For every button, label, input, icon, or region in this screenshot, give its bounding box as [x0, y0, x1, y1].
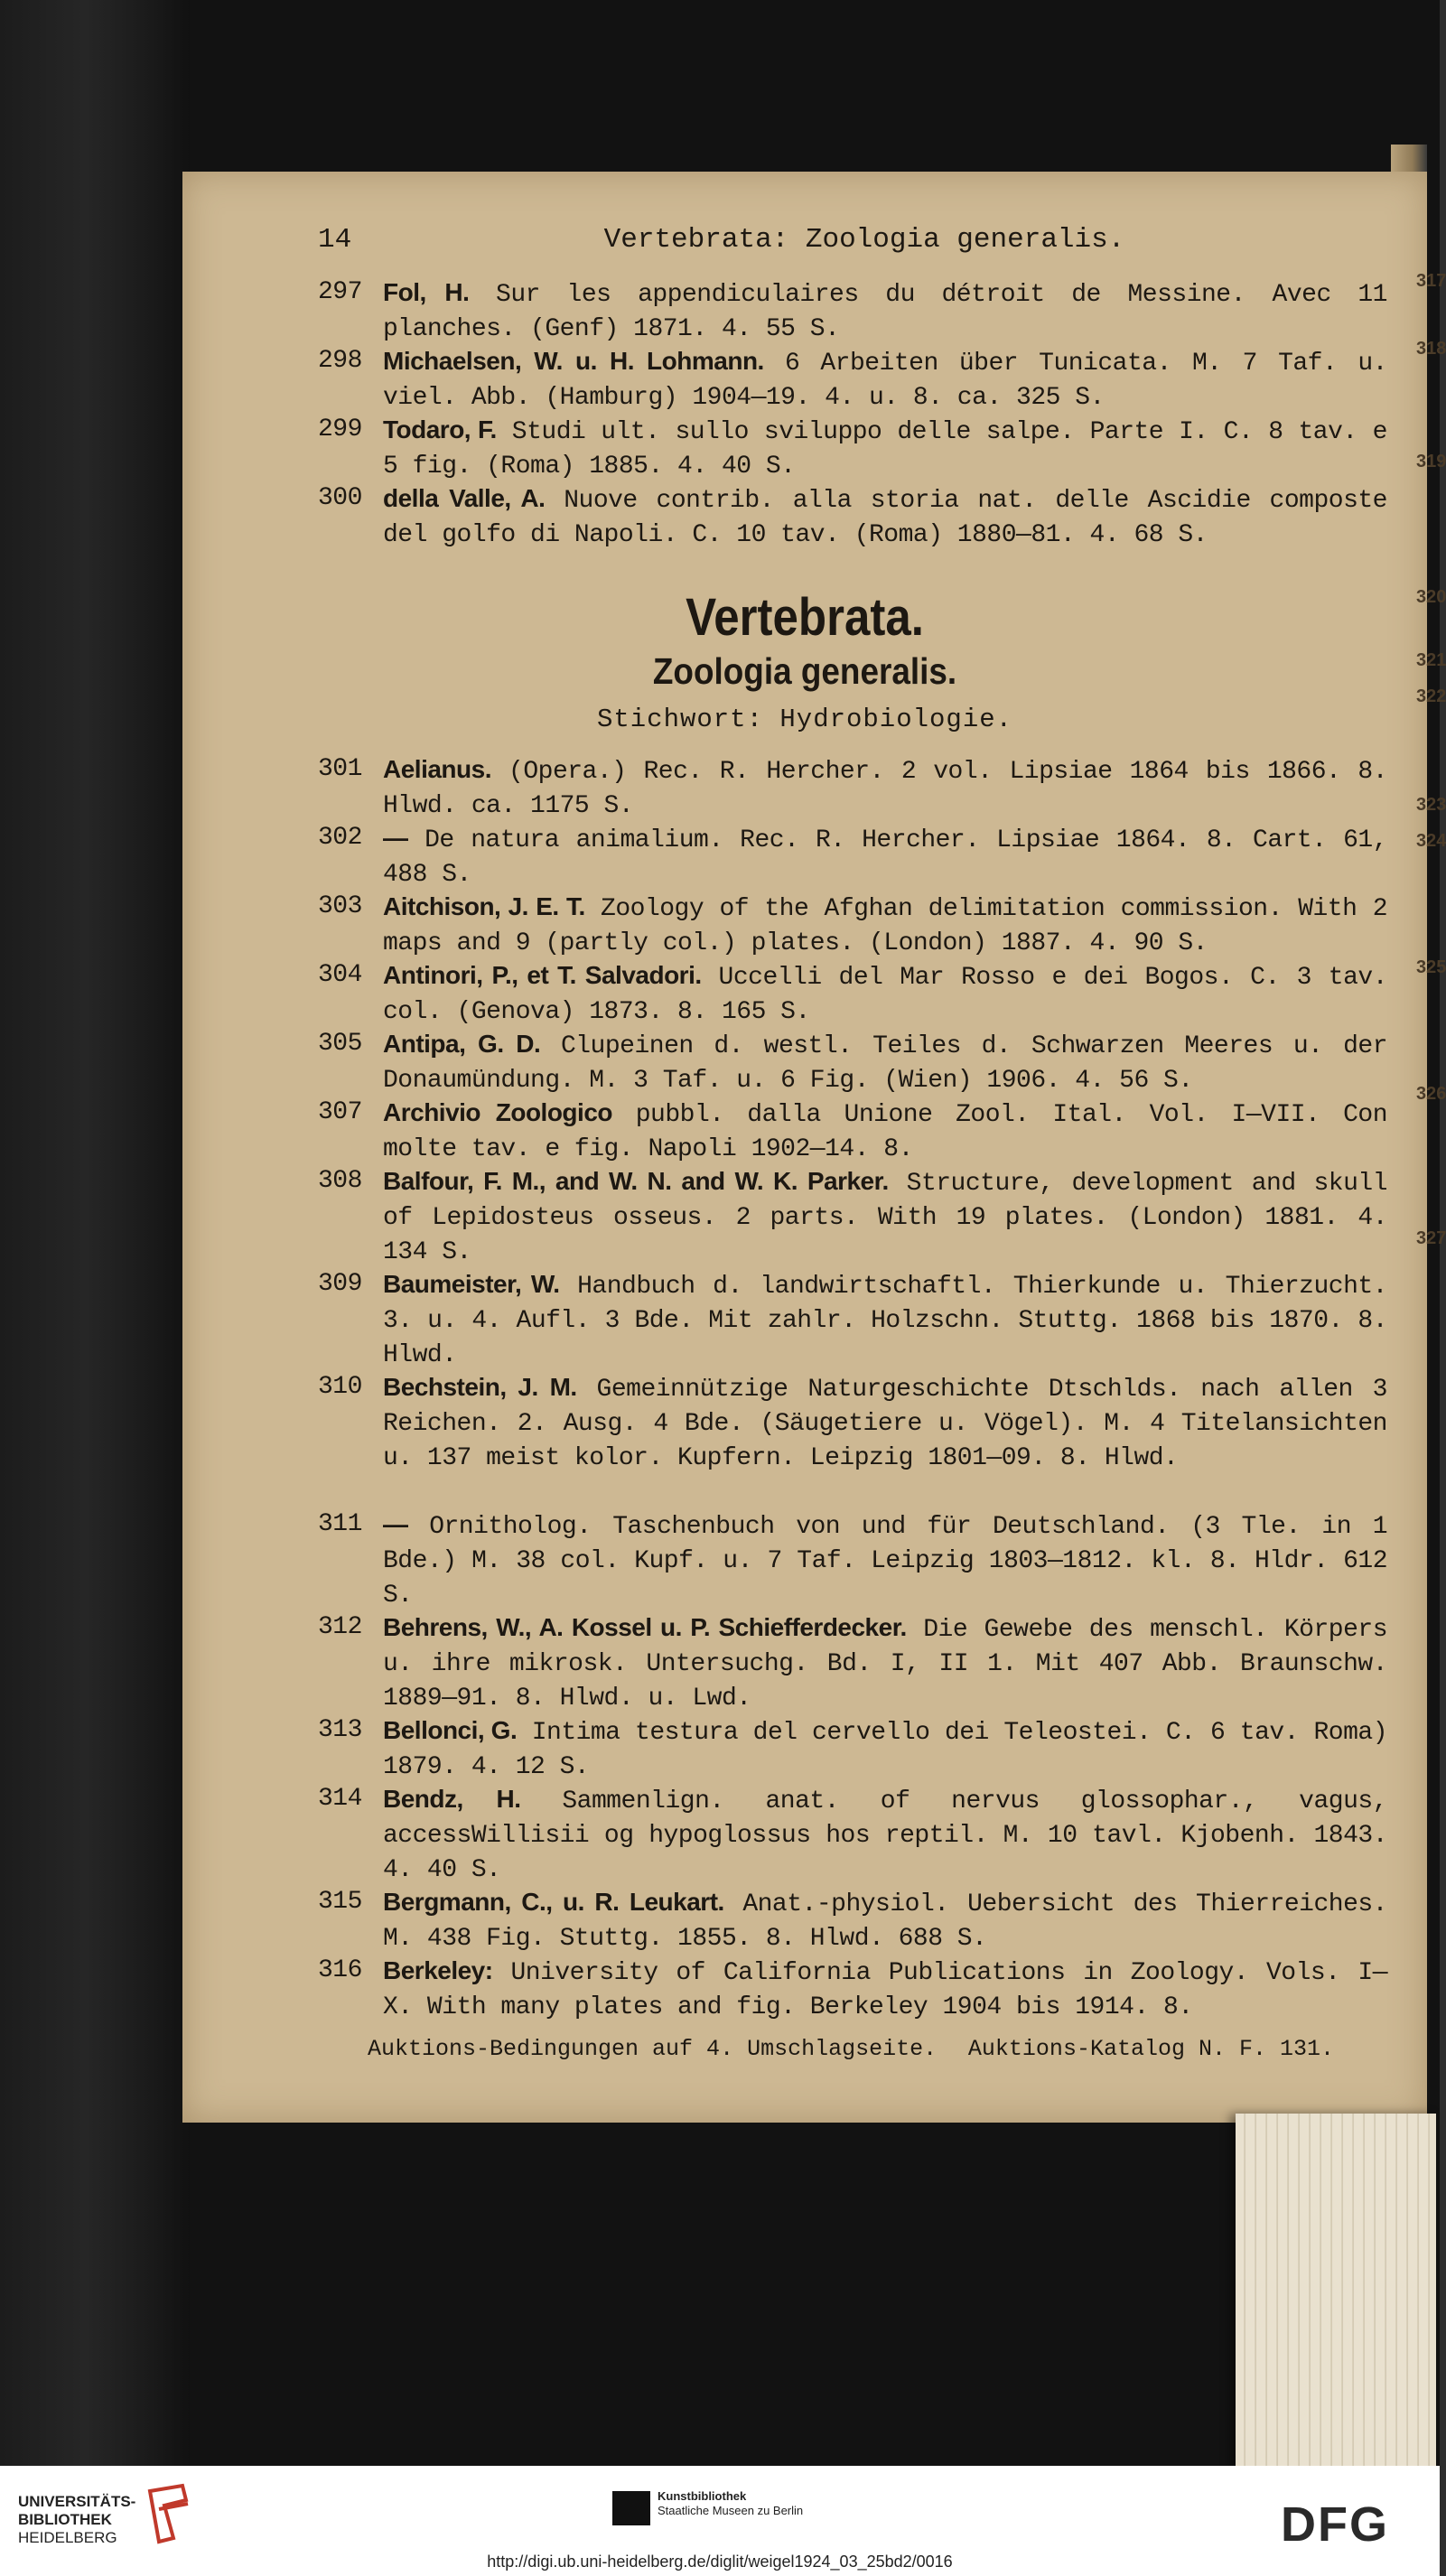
entry-number: 311	[318, 1510, 362, 1538]
entry-text	[383, 275, 1387, 347]
entry-author: Fol, H.	[383, 278, 470, 306]
heidelberg-library-logo[interactable]	[18, 2493, 135, 2547]
catalog-entry	[318, 1507, 1388, 1610]
entry-number: 312	[318, 1613, 362, 1641]
entry-description: Sur les appendiculaires du détroit de Messine. Avec 11 planches. (Genf) 1871. 4. 55 S.	[383, 281, 1387, 343]
uni-logo-line3: HEIDELBERG	[18, 2529, 117, 2546]
entry-number: 302	[318, 824, 362, 852]
entry-number: 301	[318, 755, 362, 783]
page-block	[1236, 2114, 1436, 2470]
entry-number: 313	[318, 1716, 362, 1744]
catalog-entry	[318, 1885, 1388, 1954]
side-page-mark: 322	[1416, 686, 1446, 706]
entry-author: —	[383, 824, 408, 852]
entry-number: 298	[318, 347, 362, 375]
entry-text	[383, 1954, 1387, 2025]
entry-description: Nuove contrib. alla storia nat. delle Ascidie composte del golfo di Napoli. C. 10 tav. (Roma) 1880—81. 4. 68 S.	[383, 487, 1387, 549]
side-page-mark: 327	[1416, 1228, 1446, 1248]
catalog-entry	[318, 413, 1388, 481]
entry-description: Gemeinnützige Naturgeschichte Dtschlds. nach allen 3 Reichen. 2. Ausg. 4 Bde. (Säugetiere u. Vögel). M. 4 Titelansichten u. 137 meist kolor. Kupfern. Leipzig 1801—09. 8. Hlwd.	[383, 1376, 1387, 1472]
entry-description: Die Gewebe des menschl. Körpers u. ihre mikrosk. Untersuchg. Bd. I, II 1. Mit 407 Abb. Braunschw. 1889—91. 8. Hlwd. u. Lwd.	[383, 1616, 1387, 1713]
entry-number: 300	[318, 484, 362, 512]
entry-text	[383, 890, 1387, 961]
catalog-entry	[318, 1713, 1388, 1782]
next-page-numbers	[1416, 271, 1446, 1355]
entry-text	[383, 413, 1387, 484]
entry-text	[383, 1507, 1387, 1613]
permalink-url[interactable]: http://digi.ub.uni-heidelberg.de/diglit/weigel1924_03_25bd2/0016	[487, 2553, 953, 2571]
dfg-logo[interactable]: DFG	[1281, 2497, 1389, 2552]
entry-text	[383, 1370, 1387, 1476]
catalog-entry	[318, 1164, 1388, 1267]
entry-number: 309	[318, 1270, 362, 1298]
entry-text	[383, 1096, 1387, 1167]
entry-number: 305	[318, 1030, 362, 1058]
catalog-entry	[318, 1027, 1388, 1096]
entry-number: 297	[318, 278, 362, 306]
catalog-entry	[318, 1610, 1388, 1713]
side-page-mark: 326	[1416, 1084, 1446, 1104]
entry-description: Studi ult. sullo sviluppo delle salpe. Parte I. C. 8 tav. e 5 fig. (Roma) 1885. 4. 40 S.	[383, 418, 1387, 481]
entry-description: Clupeinen d. westl. Teiles d. Schwarzen Meeres u. der Donaumündung. M. 3 Taf. u. 6 Fig. (Wien) 1906. 4. 56 S.	[383, 1032, 1388, 1095]
page-header	[318, 224, 1393, 260]
footer-catalog-number: Auktions-Katalog N. F. 131.	[967, 2036, 1334, 2062]
side-page-mark: 321	[1416, 650, 1446, 670]
entry-author: Aelianus.	[383, 755, 491, 783]
entry-description: Structure, development and skull of Lepidosteus osseus. 2 parts. With 19 plates. (London) 1881. 4. 134 S.	[383, 1170, 1388, 1266]
entry-author: Bellonci, G.	[383, 1716, 518, 1744]
catalog-entry	[318, 1954, 1388, 2057]
heidelberg-emblem-icon	[146, 2482, 193, 2545]
side-page-mark: 324	[1416, 831, 1446, 851]
entry-description: Uccelli del Mar Rosso e dei Bogos. C. 3 tav. col. (Genova) 1873. 8. 165 S.	[383, 964, 1388, 1026]
catalog-entry	[318, 958, 1388, 1027]
entry-description: 6 Arbeiten über Tunicata. M. 7 Taf. u. viel. Abb. (Hamburg) 1904—19. 4. u. 8. ca. 325 S.	[383, 350, 1387, 412]
uni-logo-line2: BIBLIOTHEK	[18, 2511, 112, 2528]
kb-logo-line2: Staatliche Museen zu Berlin	[658, 2504, 804, 2517]
catalog-entry	[318, 344, 1388, 413]
entry-author: Todaro, F.	[383, 415, 497, 443]
entry-description: University of California Publications in Zoology. Vols. I—X. With many plates and fig. Berkeley 1904 bis 1914. 8.	[383, 1959, 1387, 2021]
side-page-mark: 317	[1416, 271, 1446, 291]
entry-description: De natura animalium. Rec. R. Hercher. Lipsiae 1864. 8. Cart. 61, 488 S.	[383, 826, 1387, 889]
entry-number: 307	[318, 1098, 362, 1126]
catalog-entry	[318, 1096, 1388, 1164]
entry-description: pubbl. dalla Unione Zool. Ital. Vol. I—VII. Con molte tav. e fig. Napoli 1902—14. 8.	[383, 1101, 1388, 1163]
entry-author: Bechstein, J. M.	[383, 1373, 577, 1401]
catalog-entry	[318, 1782, 1388, 1885]
entry-text	[383, 1713, 1387, 1785]
entry-author: Antinori, P., et T. Salvadori.	[383, 961, 702, 989]
catalog-entry	[318, 752, 1388, 821]
catalog-entry	[318, 1370, 1388, 1507]
entry-author: Balfour, F. M., and W. N. and W. K. Parker.	[383, 1167, 889, 1195]
entry-author: Antipa, G. D.	[383, 1030, 541, 1058]
entry-number: 310	[318, 1373, 362, 1401]
entry-number: 308	[318, 1167, 362, 1195]
book-binding	[0, 0, 190, 2466]
entry-description: (Opera.) Rec. R. Hercher. 2 vol. Lipsiae 1864 bis 1866. 8. Hlwd. ca. 1175 S.	[383, 758, 1387, 820]
entry-author: Baumeister, W.	[383, 1270, 560, 1298]
side-page-mark: 325	[1416, 957, 1446, 977]
section-keyword: Stichwort: Hydrobiologie.	[596, 705, 1013, 734]
entry-description: Anat.-physiol. Uebersicht des Thierreiches. M. 438 Fig. Stuttg. 1855. 8. Hlwd. 688 S.	[383, 1890, 1387, 1953]
side-page-mark: 320	[1416, 587, 1446, 607]
entry-description: Handbuch d. landwirtschaftl. Thierkunde u. Thierzucht. 3. u. 4. Aufl. 3 Bde. Mit zahlr. Holzschn. Stuttg. 1868 bis 1870. 8. Hlwd.	[383, 1273, 1387, 1369]
entry-description: Zoology of the Afghan delimitation commission. With 2 maps and 9 (partly col.) plates. (London) 1887. 4. 90 S.	[383, 895, 1387, 957]
side-page-mark: 323	[1416, 795, 1446, 815]
kb-logo-line1: Kunstbibliothek	[658, 2489, 747, 2503]
entry-author: Archivio Zoologico	[383, 1098, 612, 1126]
catalog-entry	[318, 1267, 1388, 1370]
entry-text	[383, 1164, 1387, 1270]
footer-conditions: Auktions-Bedingungen auf 4. Umschlagseite.	[368, 2036, 938, 2062]
entry-text	[383, 752, 1387, 824]
catalog-entry	[318, 275, 1388, 344]
entry-text	[383, 1267, 1387, 1373]
catalog-page	[182, 172, 1427, 2123]
side-page-mark: 319	[1416, 452, 1446, 471]
kunstbibliothek-logo[interactable]	[612, 2489, 803, 2518]
entry-author: Berkeley:	[383, 1956, 493, 1984]
entry-number: 314	[318, 1785, 362, 1813]
entry-author: —	[383, 1510, 408, 1538]
uni-logo-line1: UNIVERSITÄTS-	[18, 2493, 136, 2510]
entry-text	[383, 481, 1387, 553]
entry-number: 316	[318, 1956, 362, 1984]
running-head: Vertebrata: Zoologia generalis.	[603, 224, 1125, 256]
entry-author: della Valle, A.	[383, 484, 546, 512]
side-page-mark: 318	[1416, 339, 1446, 359]
entry-description: Sammenlign. anat. of nervus glossophar., vagus, accessWillisii og hypoglossus hos reptil. M. 10 tavl. Kjobenh. 1843. 4. 40 S.	[383, 1787, 1387, 1884]
entry-author: Michaelsen, W. u. H. Lohmann.	[383, 347, 764, 375]
entry-author: Aitchison, J. E. T.	[383, 892, 585, 920]
entry-text	[383, 1027, 1387, 1098]
section-subtitle: Zoologia generalis.	[652, 650, 957, 692]
entry-author: Bendz, H.	[383, 1785, 521, 1813]
catalog-entry	[318, 821, 1388, 890]
entry-text	[383, 1782, 1387, 1888]
catalog-entry	[318, 890, 1388, 958]
entry-author: Bergmann, C., u. R. Leukart.	[383, 1888, 724, 1916]
entry-text	[383, 821, 1387, 892]
catalog-entry	[318, 481, 1388, 550]
entry-number: 304	[318, 961, 362, 989]
entry-description: Intima testura del cervello dei Teleostei. C. 6 tav. Roma) 1879. 4. 12 S.	[383, 1719, 1387, 1781]
entry-description: Ornitholog. Taschenbuch von und für Deutschland. (3 Tle. in 1 Bde.) M. 38 col. Kupf. u. 7 Taf. Leipzig 1803—1812. kl. 8. Hldr. 612 S.	[383, 1513, 1388, 1610]
viewer-footer-bar	[0, 2466, 1440, 2576]
section-title: Vertebrata.	[686, 588, 924, 647]
entry-text	[383, 1885, 1387, 1956]
entry-number: 299	[318, 415, 362, 443]
entry-number: 315	[318, 1888, 362, 1916]
entry-text	[383, 958, 1387, 1030]
entry-author: Behrens, W., A. Kossel u. P. Schiefferdecker.	[383, 1613, 907, 1641]
entry-number: 303	[318, 892, 362, 920]
entry-text	[383, 344, 1387, 415]
page-number: 14	[318, 224, 352, 256]
entry-text	[383, 1610, 1387, 1716]
